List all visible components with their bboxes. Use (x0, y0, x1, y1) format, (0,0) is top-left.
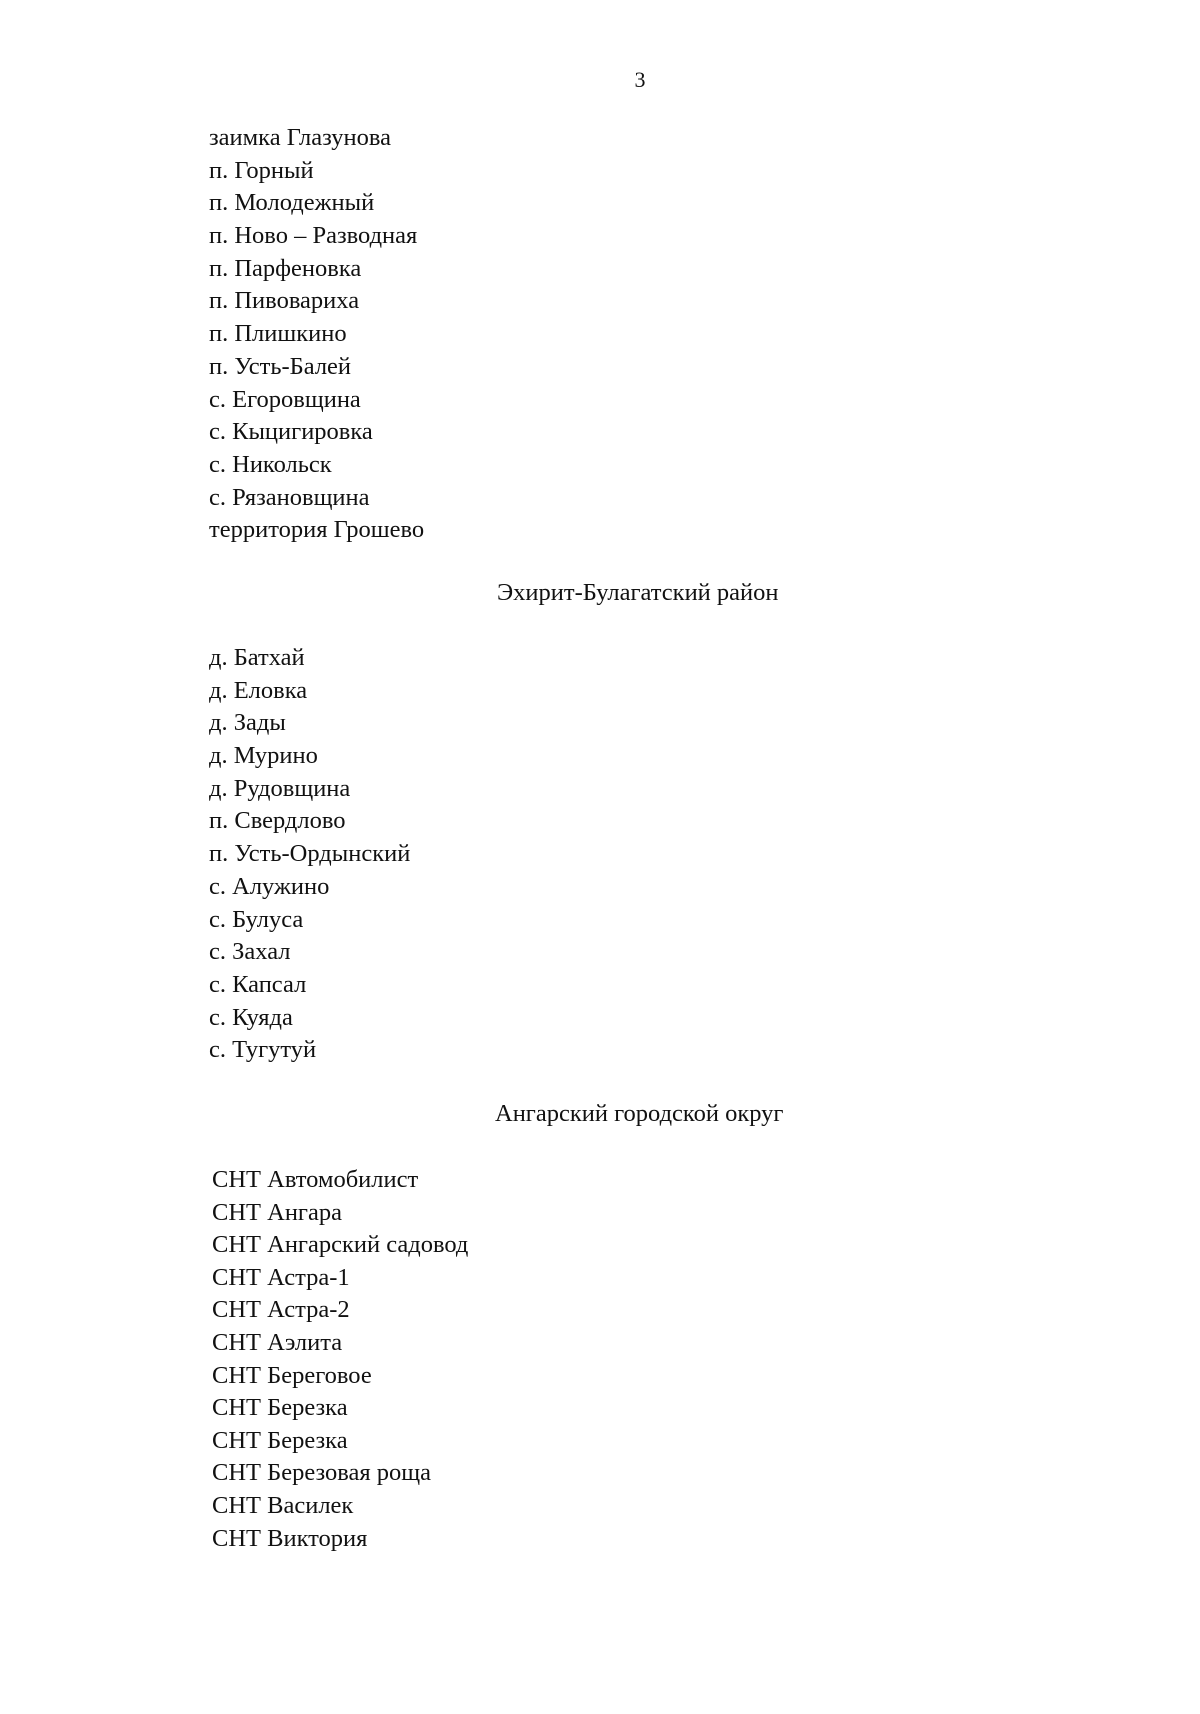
list-item: с. Рязановщина (209, 483, 370, 511)
list-item: д. Еловка (209, 676, 308, 704)
list-item: п. Свердлово (209, 807, 346, 835)
list-item: с. Тугутуй (209, 1036, 317, 1064)
list-item: с. Егоровщина (209, 385, 361, 413)
list-item: п. Усть-Балей (209, 352, 352, 380)
list-item: с. Булуса (209, 905, 304, 933)
settlement-list-angarsk (212, 1164, 468, 1555)
list-item: д. Рудовщина (209, 774, 351, 802)
list-item: п. Парфеновка (209, 254, 362, 282)
list-item: СНТ Ангарский садовод (212, 1231, 469, 1259)
list-item: СНТ Василек (212, 1491, 354, 1519)
list-item: заимка Глазунова (209, 124, 392, 151)
list-item: с. Куяда (209, 1003, 293, 1031)
list-item: п. Плишкино (209, 320, 347, 348)
list-item: с. Кыцигировка (209, 418, 373, 446)
list-item: СНТ Ангара (212, 1198, 342, 1226)
list-item: п. Ново – Разводная (209, 222, 418, 250)
list-item: п. Усть-Ордынский (209, 840, 411, 868)
list-item: территория Грошево (209, 516, 425, 544)
page-number: 3 (634, 67, 646, 92)
list-item: с. Захал (209, 938, 291, 966)
list-item: СНТ Береговое (212, 1361, 372, 1389)
settlement-list-ekhirit (209, 642, 410, 1067)
list-item: СНТ Автомобилист (212, 1166, 419, 1193)
list-item: СНТ Березка (212, 1394, 348, 1422)
list-item: п. Молодежный (209, 189, 375, 217)
settlement-list-intro (209, 122, 424, 547)
section-heading-ekhirit: Эхирит-Булагатский район (497, 579, 779, 606)
list-item: п. Горный (209, 156, 314, 184)
list-item: СНТ Березка (212, 1426, 348, 1454)
list-item: д. Зады (209, 709, 286, 737)
list-item: СНТ Астра-1 (212, 1263, 350, 1291)
list-item: СНТ Березовая роща (212, 1459, 432, 1487)
section-heading-angarsk: Ангарский городской округ (495, 1100, 784, 1127)
list-item: с. Капсал (209, 970, 307, 998)
list-item: п. Пивовариха (209, 287, 360, 315)
list-item: с. Никольск (209, 450, 332, 478)
list-item: СНТ Астра-2 (212, 1296, 350, 1324)
list-item: СНТ Виктория (212, 1524, 368, 1552)
list-item: СНТ Аэлита (212, 1328, 343, 1356)
list-item: д. Батхай (209, 644, 305, 671)
list-item: с. Алужино (209, 872, 330, 900)
list-item: д. Мурино (209, 742, 318, 770)
